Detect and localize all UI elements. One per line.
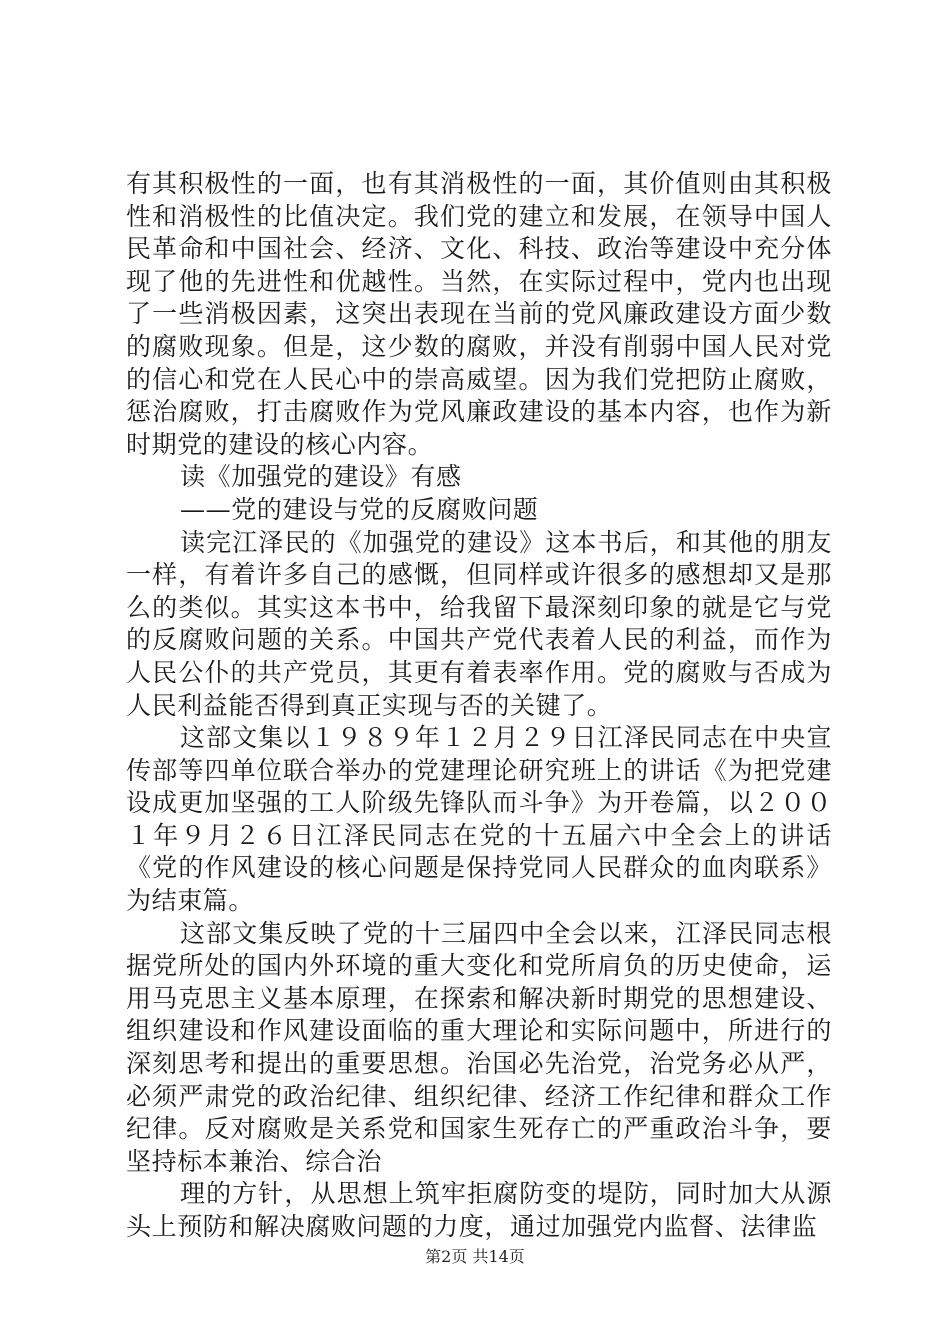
paragraph: 这部文集以１９８９年１２月２９日江泽民同志在中央宣传部等四单位联合举办的党建理论研究班上的讲话《为把党建设成更加坚强的工人阶级先锋队而斗争》为开卷篇，以２００１年９月２６日江泽民同志在党的十五届六中全会上的讲话《党的作风建设的核心问题是保持党同人民群众的血肉联系》为结束篇。	[126, 723, 832, 916]
section-title: 读《加强党的建设》有感	[180, 462, 462, 492]
paragraph: 理的方针，从思想上筑牢拒腐防变的堤防，同时加大从源头上预防和解决腐败问题的力度，通过加强党内监督、法律监	[126, 1179, 832, 1241]
section-subtitle: ——党的建设与党的反腐败问题	[180, 494, 539, 524]
paragraph: 这部文集反映了党的十三届四中全会以来，江泽民同志根据党所处的国内外环境的重大变化和党所肩负的历史使命，运用马克思主义基本原理，在探索和解决新时期党的思想建设、组织建设和作风建设面临的重大理论和实际问题中，所进行的深刻思考和提出的重要思想。治国必先治党，治党务必从严，必须严肃党的政治纪律、组织纪律、经济工作纪律和群众工作纪律。反对腐败是关系党和国家生死存亡的严重政治斗争，要坚持标本兼治、综合治	[126, 918, 832, 1176]
paragraph-continuation: 有其积极性的一面，也有其消极性的一面，其价值则由其积极性和消极性的比值决定。我们党的建立和发展，在领导中国人民革命和中国社会、经济、文化、科技、政治等建设中充分体现了他的先进性和优越性。当然，在实际过程中，党内也出现了一些消极因素，这突出表现在当前的党风廉政建设方面少数的腐败现象。但是，这少数的腐败，并没有削弱中国人民对党的信心和党在人民心中的崇高威望。因为我们党把防止腐败，惩治腐败，打击腐败作为党风廉政建设的基本内容，也作为新时期党的建设的核心内容。	[126, 169, 832, 459]
document-body	[126, 168, 832, 1244]
page-number-footer: 第2页 共14页	[425, 1247, 525, 1266]
paragraph: 读完江泽民的《加强党的建设》这本书后，和其他的朋友一样，有着许多自己的感慨，但同样或许很多的感想却又是那么的类似。其实这本书中，给我留下最深刻印象的就是它与党的反腐败问题的关系。中国共产党代表着人民的利益，而作为人民公仆的共产党员，其更有着表率作用。党的腐败与否成为人民利益能否得到真正实现与否的关键了。	[126, 527, 832, 720]
